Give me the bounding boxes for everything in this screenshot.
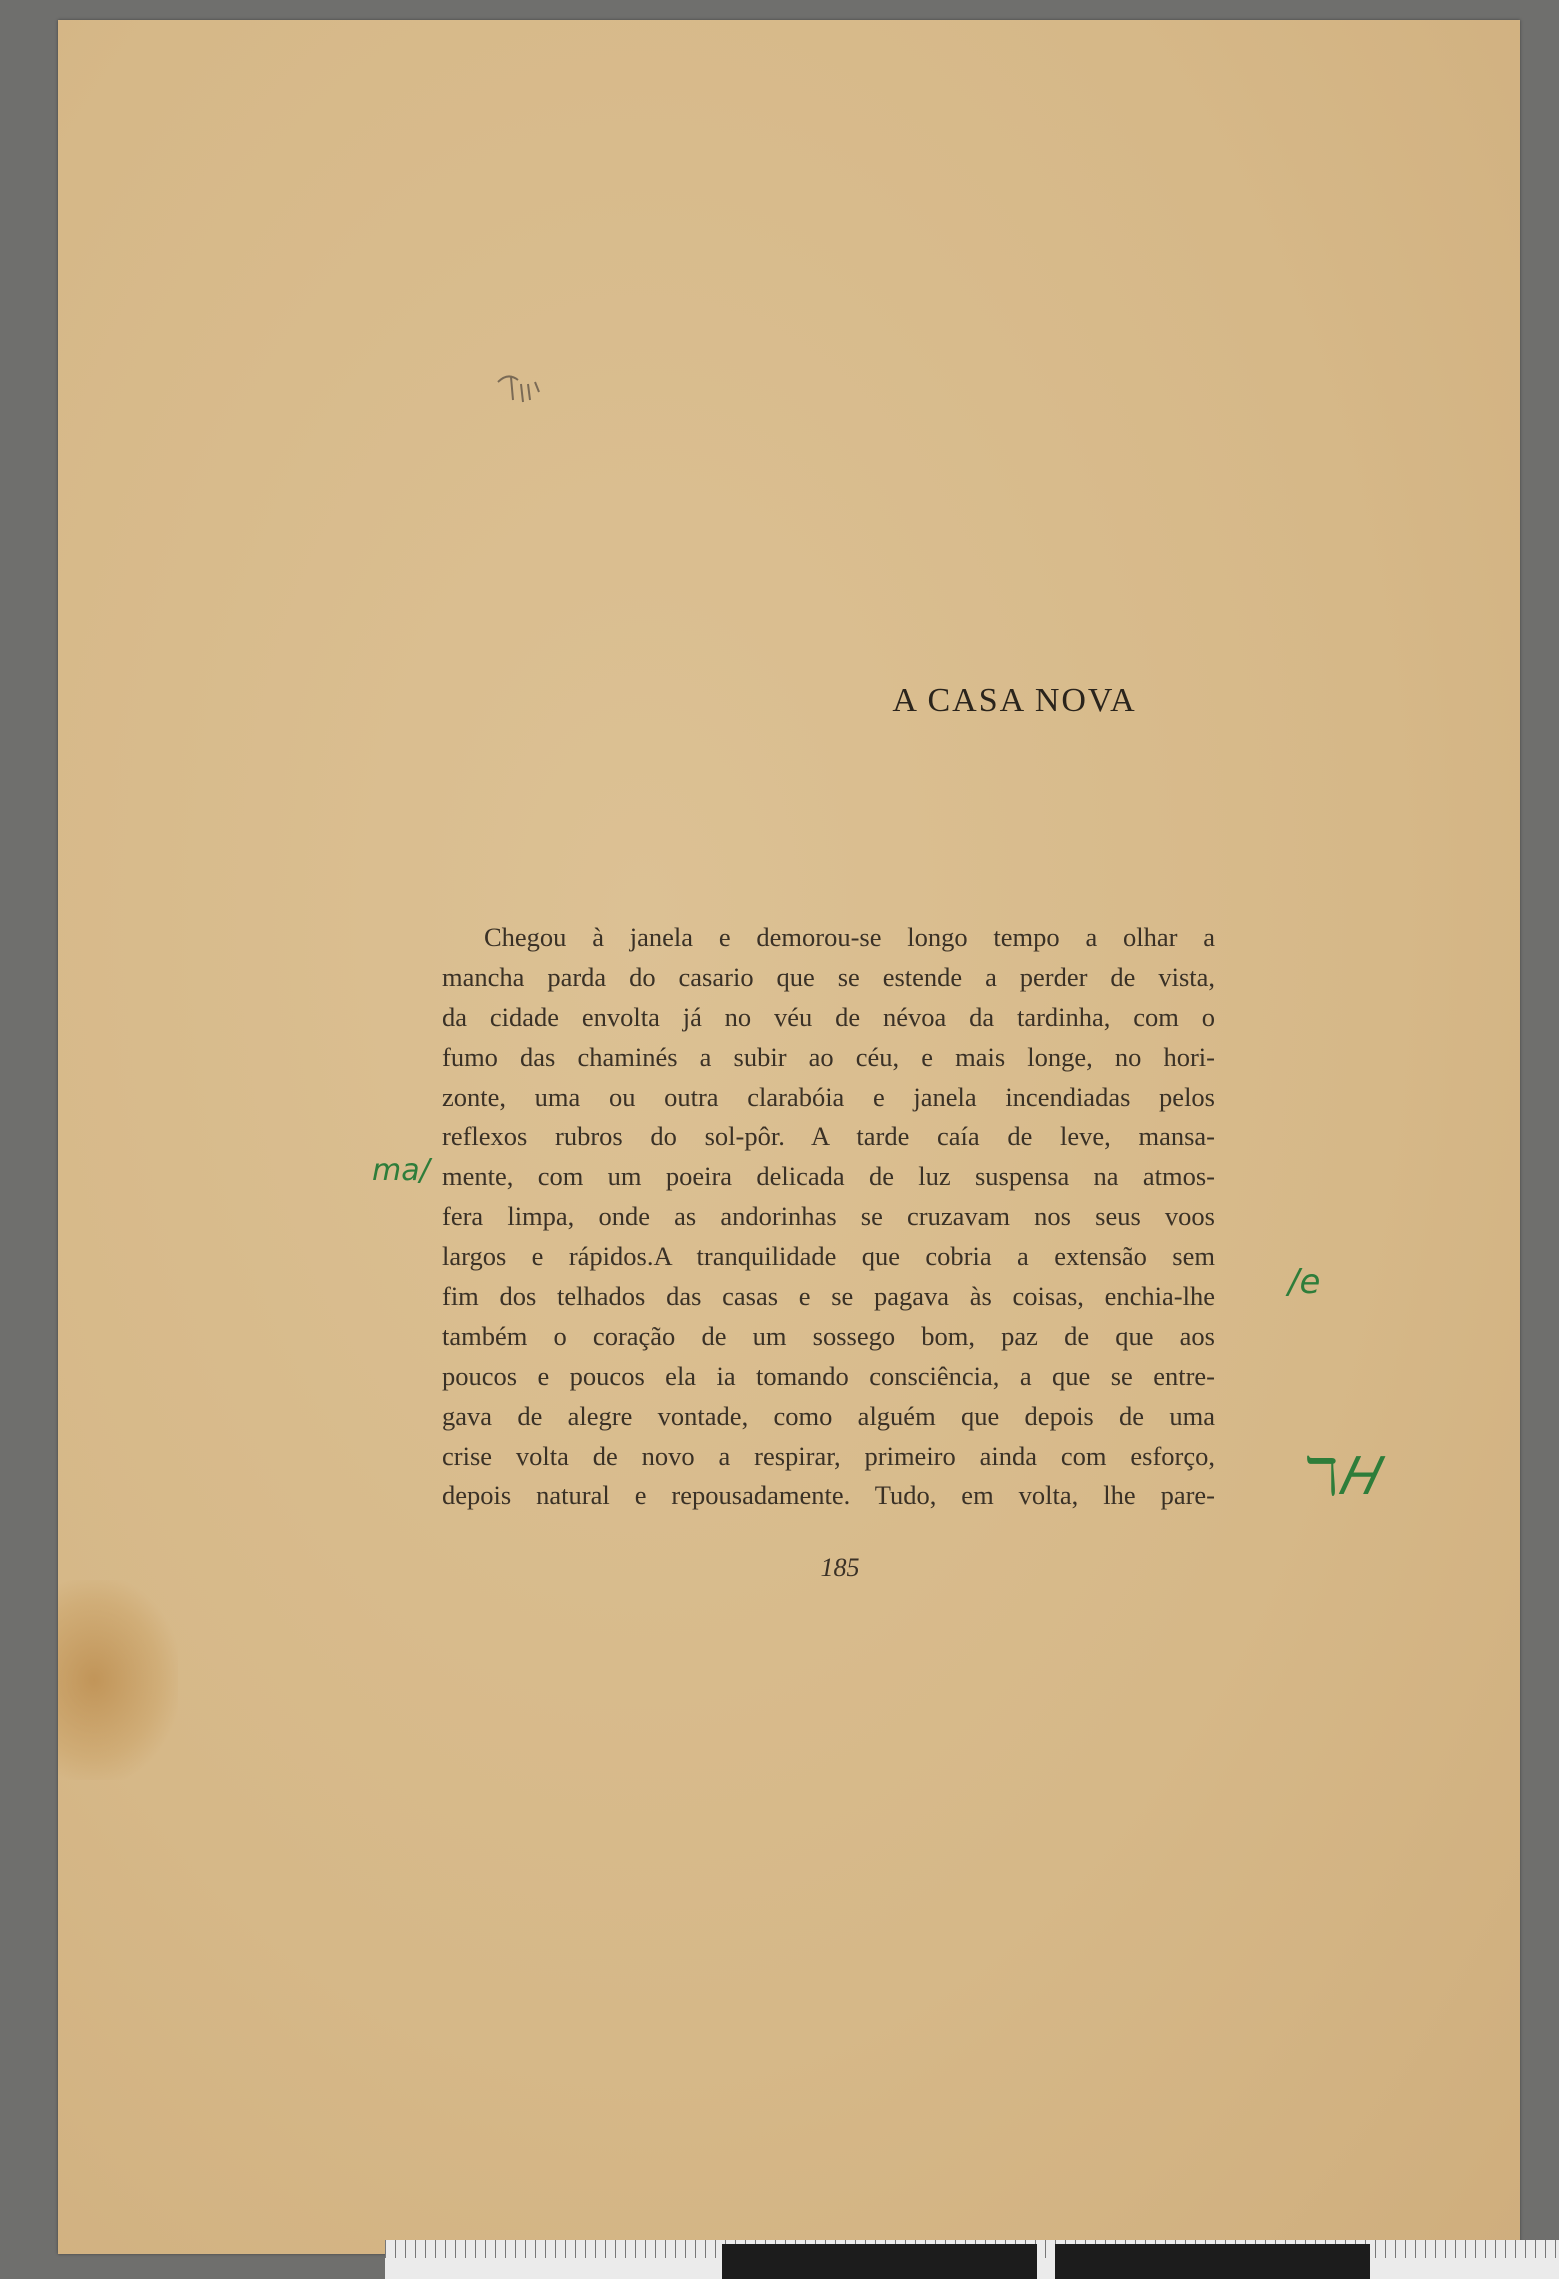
ruler-black-segment bbox=[722, 2244, 1037, 2279]
page-title: A CASA NOVA bbox=[892, 682, 1137, 719]
text-line: fera limpa, onde as andorinhas se cruzavam nos seus voos bbox=[442, 1201, 1215, 1232]
text-line: da cidade envolta já no véu de névoa da tardinha, com o bbox=[442, 1001, 1215, 1032]
margin-annotation-right-1: /e bbox=[1288, 1262, 1321, 1302]
margin-annotation-left: ma/ bbox=[372, 1153, 430, 1188]
margin-annotation-right-2: ℸ𝐻 bbox=[1305, 1447, 1377, 1507]
ruler-black-segment bbox=[1055, 2244, 1370, 2279]
text-line: também o coração de um sossego bom, paz de que aos bbox=[442, 1320, 1215, 1351]
pencil-scribble bbox=[493, 362, 553, 412]
text-line: gava de alegre vontade, como alguém que depois de uma bbox=[442, 1400, 1215, 1431]
text-line: mente, com um poeira delicada de luz suspensa na atmos- bbox=[442, 1161, 1215, 1192]
text-line: fim dos telhados das casas e se pagava às coisas, enchia-lhe bbox=[442, 1281, 1215, 1312]
text-line: depois natural e repousadamente. Tudo, em volta, lhe pare- bbox=[442, 1480, 1215, 1511]
text-line: mancha parda do casario que se estende a perder de vista, bbox=[442, 961, 1215, 992]
water-stain bbox=[58, 1580, 178, 1780]
text-line: zonte, uma ou outra clarabóia e janela incendiadas pelos bbox=[442, 1081, 1215, 1112]
text-line: poucos e poucos ela ia tomando consciência, a que se entre- bbox=[442, 1360, 1215, 1391]
page-number: 185 bbox=[820, 1553, 860, 1582]
text-line: Chegou à janela e demorou-se longo tempo a olhar a bbox=[484, 922, 1215, 952]
text-line: reflexos rubros do sol-pôr. A tarde caía de leve, mansa- bbox=[442, 1121, 1215, 1152]
text-line: crise volta de novo a respirar, primeiro ainda com esforço, bbox=[442, 1440, 1215, 1471]
text-line: largos e rápidos.A tranquilidade que cobria a extensão sem bbox=[442, 1241, 1215, 1272]
text-line: fumo das chaminés a subir ao céu, e mais longe, no hori- bbox=[442, 1041, 1215, 1072]
body-paragraph bbox=[442, 918, 1215, 1516]
